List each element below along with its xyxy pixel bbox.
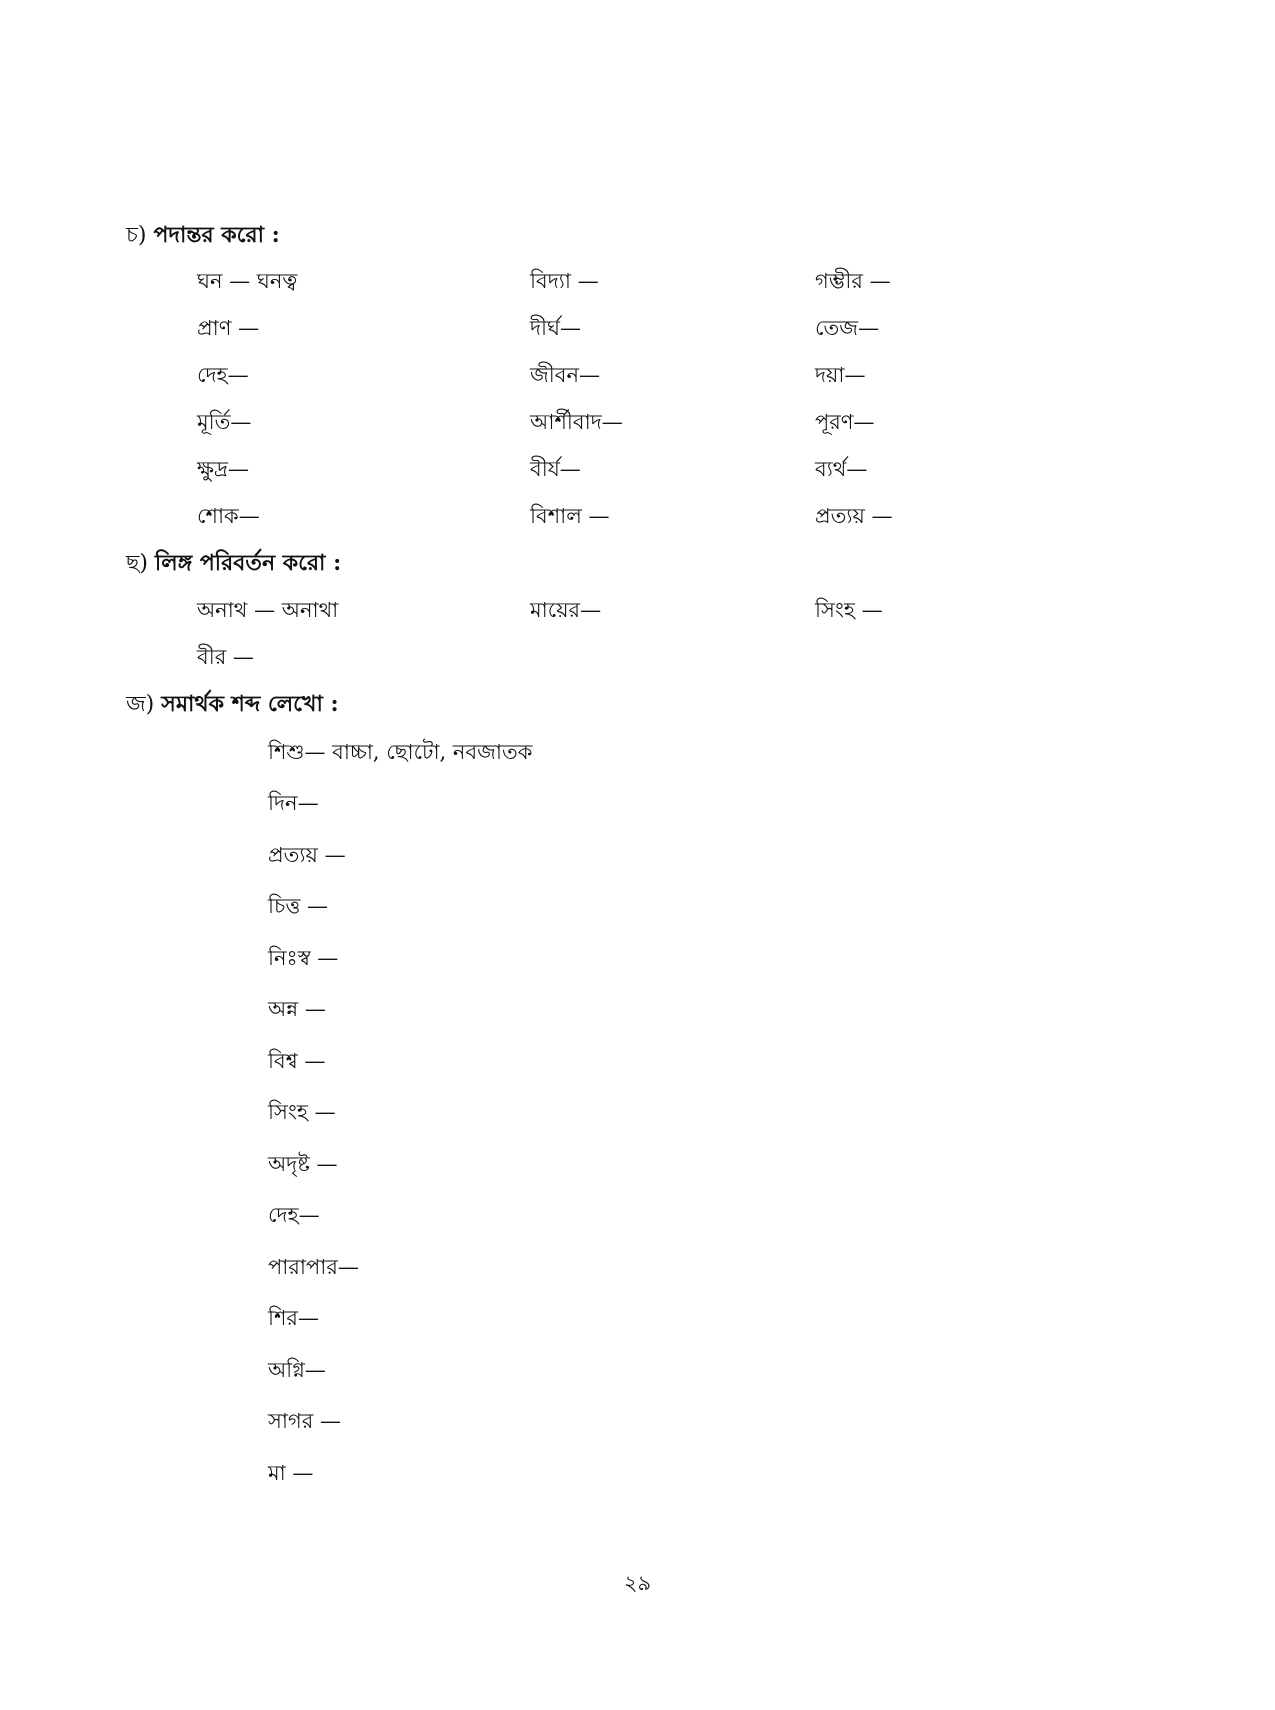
- word-cell: আর্শীবাদ—: [530, 410, 623, 434]
- table-row: [0, 501, 1275, 531]
- section-title: সমার্থক শব্দ লেখো :: [161, 691, 339, 717]
- word-cell: প্রাণ —: [197, 316, 260, 340]
- list-item: মা —: [268, 1461, 314, 1485]
- word-cell: দেহ—: [197, 363, 249, 387]
- word-cell: পূরণ—: [815, 410, 875, 434]
- word-cell: গম্ভীর —: [815, 269, 891, 293]
- list-item: নিঃস্ব —: [268, 946, 339, 970]
- word-cell: শোক—: [197, 504, 260, 528]
- list-item: সিংহ —: [268, 1100, 336, 1124]
- word-cell: বীর —: [197, 645, 254, 669]
- word-cell: ক্ষুদ্র—: [197, 457, 249, 481]
- section-title: লিঙ্গ পরিবর্তন করো :: [154, 550, 342, 576]
- list-item: অদৃষ্ট —: [268, 1152, 338, 1176]
- word-cell: তেজ—: [815, 316, 880, 340]
- word-cell: বিদ্যা —: [530, 269, 599, 293]
- list-item: বিশ্ব —: [268, 1049, 326, 1073]
- section-title: পদান্তর করো :: [153, 222, 280, 248]
- word-cell: জীবন—: [530, 363, 601, 387]
- table-row: [0, 266, 1275, 296]
- list-item: শির—: [268, 1306, 319, 1330]
- word-cell: মূর্তি—: [197, 410, 252, 434]
- word-cell: ব্যর্থ—: [815, 457, 868, 481]
- word-cell: বিশাল —: [530, 504, 610, 528]
- section-number: চ): [126, 223, 147, 248]
- section-number: ছ): [126, 551, 148, 576]
- word-cell: মায়ের—: [530, 598, 602, 622]
- list-item: দেহ—: [268, 1203, 320, 1227]
- list-item: অগ্নি—: [268, 1358, 326, 1382]
- page-number: ২৯: [623, 1571, 652, 1595]
- list-item: প্রত্যয় —: [268, 843, 346, 867]
- table-row: [0, 642, 1275, 672]
- table-row: [0, 454, 1275, 484]
- list-item: শিশু— বাচ্চা, ছোটো, নবজাতক: [268, 740, 533, 764]
- section-heading-chha: [126, 548, 341, 579]
- list-item: সাগর —: [268, 1409, 341, 1433]
- table-row: [0, 595, 1275, 625]
- list-item: অন্ন —: [268, 997, 326, 1021]
- word-cell: দয়া—: [815, 363, 866, 387]
- section-heading-cha: [126, 220, 280, 251]
- table-row: [0, 360, 1275, 390]
- word-cell: অনাথ — অনাথা: [197, 598, 339, 622]
- list-item: পারাপার—: [268, 1255, 359, 1279]
- list-item: দিন—: [268, 791, 319, 815]
- word-cell: প্রত্যয় —: [815, 504, 893, 528]
- section-heading-ja: [126, 689, 339, 720]
- word-cell: সিংহ —: [815, 598, 883, 622]
- word-cell: দীর্ঘ—: [530, 316, 582, 340]
- word-cell: ঘন — ঘনত্ব: [197, 269, 298, 293]
- section-number: জ): [126, 692, 155, 717]
- list-item: চিত্ত —: [268, 894, 329, 918]
- table-row: [0, 407, 1275, 437]
- word-cell: বীর্য—: [530, 457, 581, 481]
- table-row: [0, 313, 1275, 343]
